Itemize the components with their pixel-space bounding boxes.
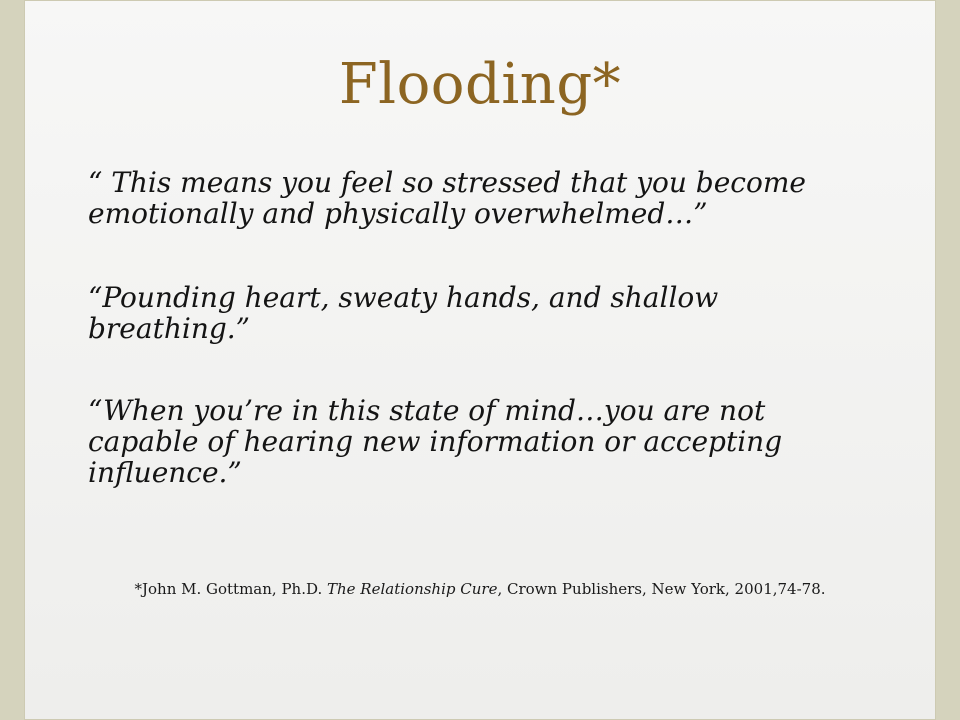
citation: [24, 580, 936, 598]
slide: [24, 0, 936, 720]
slide-title: Flooding*: [338, 52, 622, 117]
citation-author: *John M. Gottman, Ph.D.: [134, 580, 327, 598]
citation-publisher: , Crown Publishers, New York, 2001,74-78.: [497, 580, 826, 598]
citation-book-title: The Relationship Cure: [327, 580, 498, 598]
quote-state-of-mind: “When you’re in this state of mind…you are not capable of hearing new information or accepting influence.”: [88, 394, 783, 489]
quote-stressed: “ This means you feel so stressed that you become emotionally and physically overwhelmed…”: [88, 166, 806, 230]
quote-pounding-heart: “Pounding heart, sweaty hands, and shallow breathing.”: [88, 281, 719, 345]
